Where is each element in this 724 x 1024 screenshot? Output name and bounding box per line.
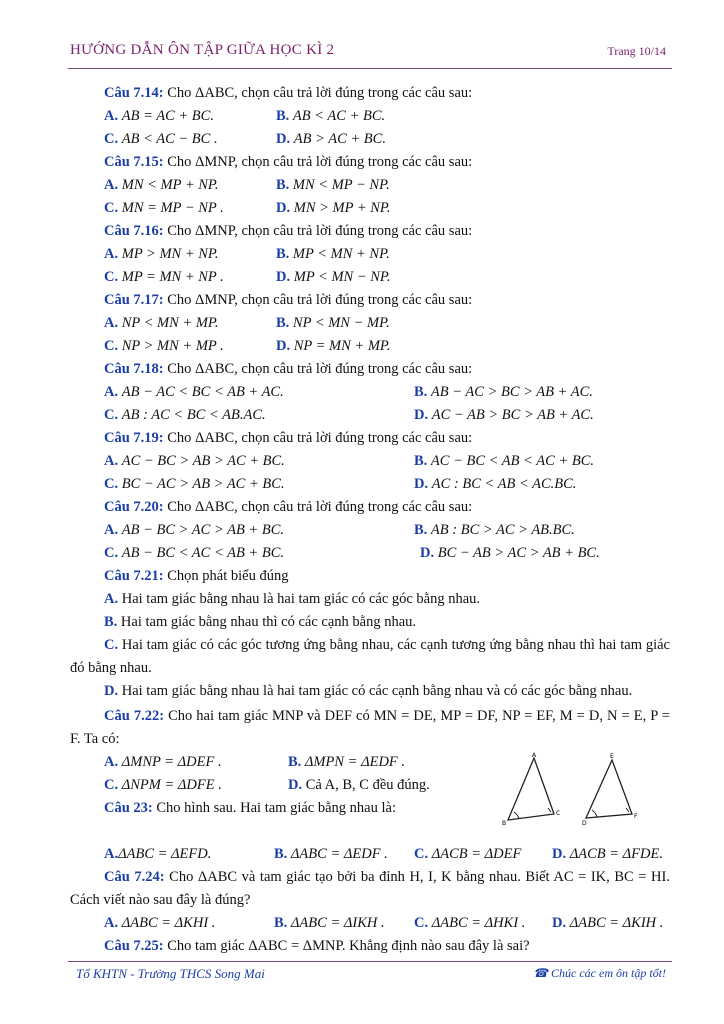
option-d[interactable]: D. NP = MN + MP. bbox=[276, 338, 391, 354]
option-a[interactable]: A. MP > MN + NP. bbox=[104, 246, 219, 262]
vertex-label: B bbox=[502, 820, 507, 827]
footer-divider bbox=[68, 961, 672, 963]
option-c[interactable]: C. MN = MP − NP . bbox=[104, 200, 224, 216]
vertex-label: E bbox=[610, 753, 614, 760]
question-7-15: Câu 7.15: Cho ΔMNP, chọn câu trả lời đúng trong các câu sau: bbox=[104, 154, 473, 170]
question-7-24: Câu 7.24: Cho ΔABC và tam giác tạo bởi ba đỉnh H, I, K bằng nhau. Biết AC = IK, BC = HI. Cách viết nào sau đây là đúng? bbox=[70, 869, 670, 908]
option-b[interactable]: B. MN < MP − NP. bbox=[276, 177, 390, 193]
question-7-17: Câu 7.17: Cho ΔMNP, chọn câu trả lời đúng trong các câu sau: bbox=[104, 292, 473, 308]
option-b[interactable]: B. NP < MN − MP. bbox=[276, 315, 390, 331]
question-7-25: Câu 7.25: Cho tam giác ΔABC = ΔMNP. Khẳng định nào sau đây là sai? bbox=[104, 938, 530, 954]
option-c[interactable]: C. MP = MN + NP . bbox=[104, 269, 224, 285]
question-number: Câu 7.14: bbox=[104, 85, 164, 101]
question-7-14 bbox=[70, 82, 670, 105]
triangle-abc bbox=[508, 758, 554, 820]
option-a[interactable]: A.ΔABC = ΔEFD. bbox=[104, 846, 212, 862]
options-row bbox=[70, 243, 670, 266]
option-c[interactable]: C. AB − BC < AC < AB + BC. bbox=[104, 545, 284, 561]
question-7-22: Câu 7.22: Cho hai tam giác MNP và DEF có MN = DE, MP = DF, NP = EF, M = D, N = E, P = F. Ta có: bbox=[70, 708, 670, 747]
option-c[interactable]: C. BC − AC > AB > AC + BC. bbox=[104, 476, 285, 492]
option-c[interactable]: C. NP > MN + MP . bbox=[104, 338, 224, 354]
options-row bbox=[70, 266, 670, 289]
vertex-label: A bbox=[532, 752, 537, 759]
option-d[interactable]: D. Hai tam giác bằng nhau là hai tam giác có các cạnh bằng nhau và có các góc bằng nhau. bbox=[104, 683, 633, 699]
options-row bbox=[70, 542, 670, 565]
question-7-18: Câu 7.18: Cho ΔABC, chọn câu trả lời đúng trong các câu sau: bbox=[104, 361, 473, 377]
option-d[interactable]: D. ΔABC = ΔKIH . bbox=[552, 915, 664, 931]
question-7-20: Câu 7.20: Cho ΔABC, chọn câu trả lời đúng trong các câu sau: bbox=[104, 499, 473, 515]
option-a[interactable]: A. AB = AC + BC. bbox=[104, 108, 214, 124]
option-b[interactable]: B. ΔMPN = ΔEDF . bbox=[288, 754, 406, 770]
footer-school: Tổ KHTN - Trường THCS Song Mai bbox=[76, 966, 265, 981]
question-7-21: Câu 7.21: Chọn phát biểu đúng bbox=[104, 568, 289, 584]
option-d[interactable]: D. Cả A, B, C đều đúng. bbox=[288, 777, 430, 793]
option-b[interactable]: B. Hai tam giác bằng nhau thì có các cạnh bằng nhau. bbox=[104, 614, 417, 630]
options-row bbox=[70, 105, 670, 128]
triangle-figure bbox=[494, 752, 654, 832]
option-a[interactable]: A. ΔMNP = ΔDEF . bbox=[104, 754, 222, 770]
options-row bbox=[70, 519, 670, 542]
options-row bbox=[70, 335, 670, 358]
triangle-edf bbox=[586, 760, 632, 818]
option-c[interactable]: C. ΔABC = ΔHKI . bbox=[414, 915, 526, 931]
option-d[interactable]: D. BC − AB > AC > AB + BC. bbox=[420, 545, 600, 561]
options-row bbox=[70, 473, 670, 496]
options-row bbox=[70, 312, 670, 335]
option-c[interactable]: C. AB < AC − BC . bbox=[104, 131, 218, 147]
option-d[interactable]: D. AC : BC < AB < AC.BC. bbox=[414, 476, 577, 492]
question-7-16: Câu 7.16: Cho ΔMNP, chọn câu trả lời đúng trong các câu sau: bbox=[104, 223, 473, 239]
options-row bbox=[70, 912, 670, 935]
option-b[interactable]: B. AC − BC < AB < AC + BC. bbox=[414, 453, 594, 469]
option-d[interactable]: D. AB > AC + BC. bbox=[276, 131, 386, 147]
option-c[interactable]: C. ΔNPM = ΔDFE . bbox=[104, 777, 222, 793]
option-b[interactable]: B. ΔABC = ΔEDF . bbox=[274, 846, 388, 862]
option-a[interactable]: A. AB − BC > AC > AB + BC. bbox=[104, 522, 284, 538]
option-c[interactable]: C. Hai tam giác có các góc tương ứng bằng nhau, các cạnh tương ứng bằng nhau thì hai tam giác đó bằng nhau. bbox=[70, 637, 670, 676]
option-d[interactable]: D. AC − AB > BC > AB + AC. bbox=[414, 407, 594, 423]
option-c[interactable]: C. ΔACB = ΔDEF bbox=[414, 846, 522, 862]
angle-mark bbox=[514, 812, 519, 819]
option-b[interactable]: B. AB − AC > BC > AB + AC. bbox=[414, 384, 593, 400]
question-7-19: Câu 7.19: Cho ΔABC, chọn câu trả lời đúng trong các câu sau: bbox=[104, 430, 473, 446]
option-a[interactable]: A. ΔABC = ΔKHI . bbox=[104, 915, 216, 931]
angle-mark bbox=[592, 810, 597, 817]
options-row bbox=[70, 174, 670, 197]
header-divider bbox=[68, 68, 672, 70]
page-number: Trang 10/14 bbox=[607, 44, 666, 58]
question-23: Câu 23: Cho hình sau. Hai tam giác bằng nhau là: bbox=[104, 800, 396, 816]
option-b[interactable]: B. AB < AC + BC. bbox=[276, 108, 386, 124]
option-d[interactable]: D. MP < MN − NP. bbox=[276, 269, 391, 285]
options-row bbox=[70, 404, 670, 427]
option-b[interactable]: B. ΔABC = ΔIKH . bbox=[274, 915, 385, 931]
options-row bbox=[70, 450, 670, 473]
option-c[interactable]: C. AB : AC < BC < AB.AC. bbox=[104, 407, 266, 423]
footer-message: ☎ Chúc các em ôn tập tốt! bbox=[533, 966, 666, 980]
option-b[interactable]: B. AB : BC > AC > AB.BC. bbox=[414, 522, 575, 538]
angle-mark bbox=[626, 808, 629, 812]
option-d[interactable]: D. MN > MP + NP. bbox=[276, 200, 391, 216]
option-a[interactable]: A. Hai tam giác bằng nhau là hai tam giác có các góc bằng nhau. bbox=[104, 591, 481, 607]
option-a[interactable]: A. MN < MP + NP. bbox=[104, 177, 219, 193]
options-row bbox=[70, 381, 670, 404]
vertex-label: D bbox=[582, 820, 587, 827]
option-b[interactable]: B. MP < MN + NP. bbox=[276, 246, 390, 262]
vertex-label: F bbox=[634, 813, 638, 820]
option-a[interactable]: A. AC − BC > AB > AC + BC. bbox=[104, 453, 285, 469]
options-row bbox=[70, 128, 670, 151]
question-text: Cho ΔABC, chọn câu trả lời đúng trong các câu sau: bbox=[163, 85, 473, 101]
option-d[interactable]: D. ΔACB = ΔFDE. bbox=[552, 846, 663, 862]
options-row bbox=[70, 843, 670, 866]
vertex-label: C bbox=[556, 810, 561, 817]
options-row bbox=[70, 197, 670, 220]
header-title: HƯỚNG DẪN ÔN TẬP GIỮA HỌC KÌ 2 bbox=[70, 42, 335, 58]
option-a[interactable]: A. NP < MN + MP. bbox=[104, 315, 219, 331]
option-a[interactable]: A. AB − AC < BC < AB + AC. bbox=[104, 384, 284, 400]
angle-mark bbox=[548, 808, 551, 812]
